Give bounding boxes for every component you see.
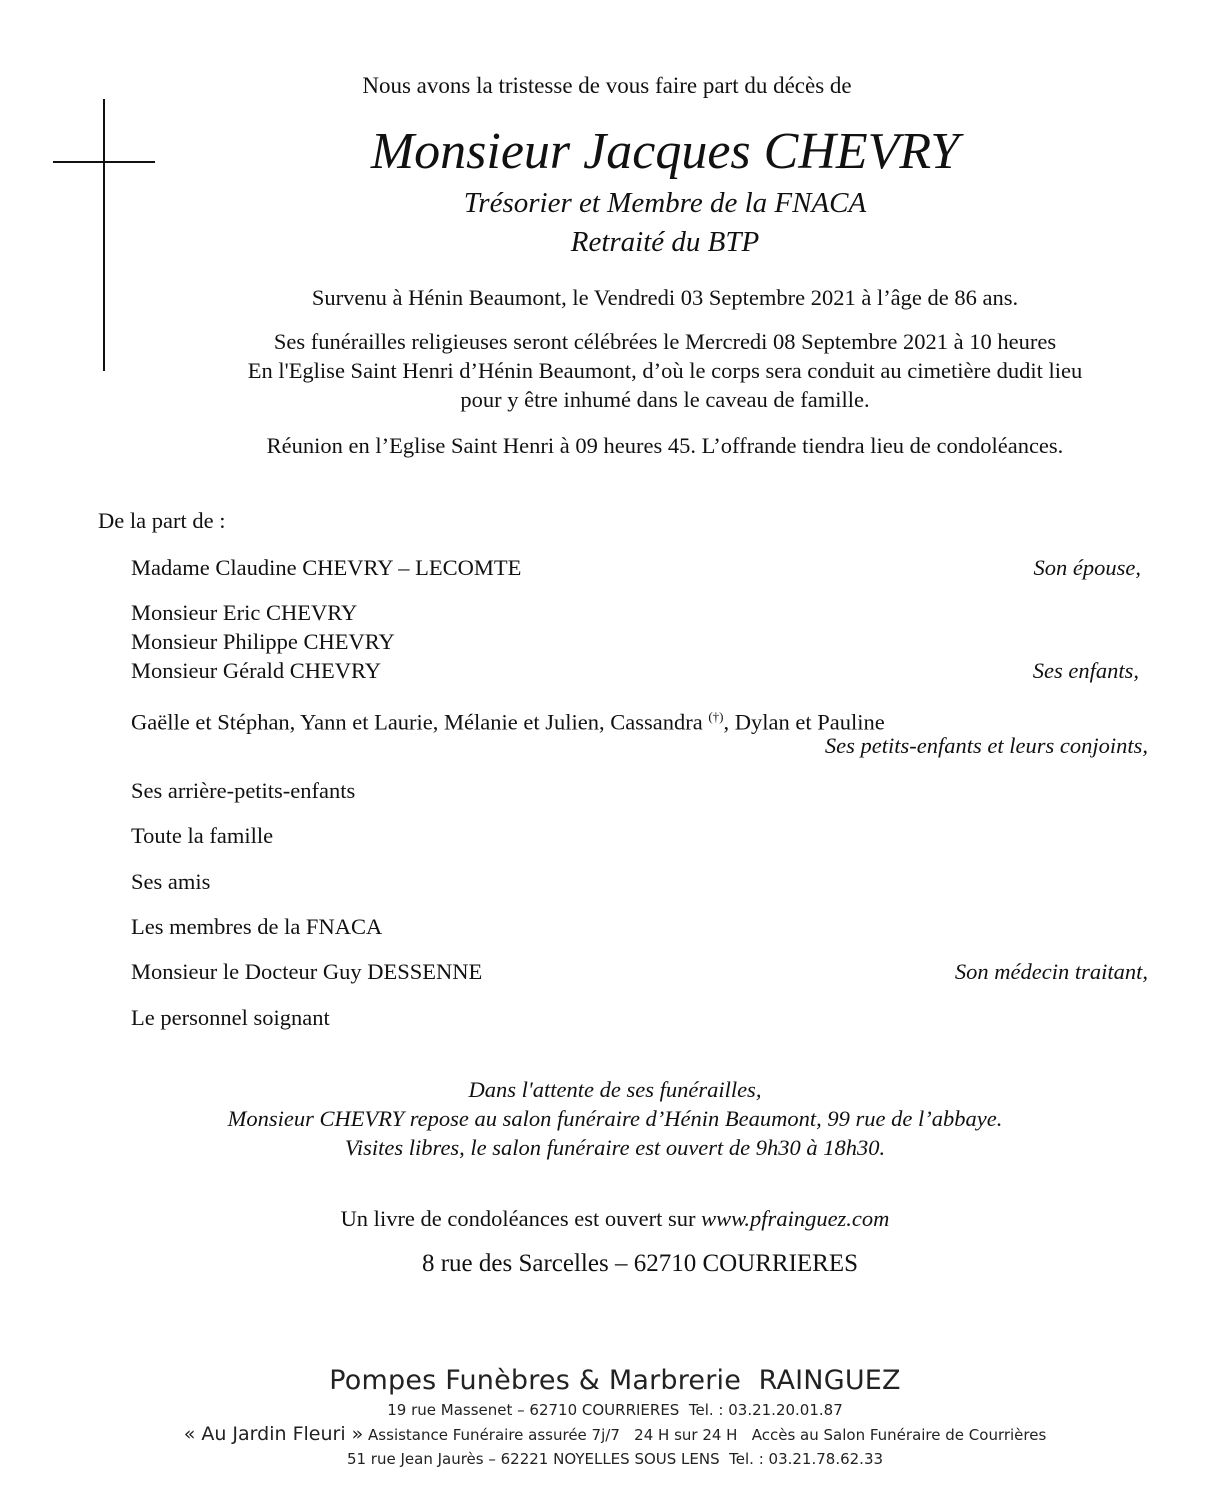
family-medecin-relation: Son médecin traitant, xyxy=(954,959,1148,984)
footer-company-name: Pompes Funèbres & Marbrerie RAINGUEZ xyxy=(329,1365,901,1396)
visit-line-2: Monsieur CHEVRY repose au salon funéraire d’Hénin Beaumont, 99 rue de l’abbaye. xyxy=(227,1106,1003,1131)
family-enfants-relation: Ses enfants, xyxy=(1032,658,1139,683)
petits-enfants-names-end: , Dylan et Pauline xyxy=(723,709,885,735)
family-petits-enfants-relation: Ses petits-enfants et leurs conjoints, xyxy=(824,733,1148,758)
funeral-line-3: pour y être inhumé dans le caveau de famille. xyxy=(460,387,870,412)
family-petits-enfants xyxy=(131,702,885,737)
reunion-text: Réunion en l’Eglise Saint Henri à 09 heures 45. L’offrande tiendra lieu de condoléances. xyxy=(266,433,1064,458)
deceased-role-1: Trésorier et Membre de la FNACA xyxy=(463,187,867,219)
petits-enfants-names: Gaëlle et Stéphan, Yann et Laurie, Mélanie et Julien, Cassandra xyxy=(131,709,703,735)
family-toute: Toute la famille xyxy=(131,823,274,848)
visit-line-1: Dans l'attente de ses funérailles, xyxy=(468,1077,762,1102)
family-epouse-relation: Son épouse, xyxy=(1033,555,1141,580)
family-medecin-name: Monsieur le Docteur Guy DESSENNE xyxy=(131,959,483,984)
funeral-line-2: En l'Eglise Saint Henri d’Hénin Beaumont, d’où le corps sera conduit au cimetière dudit lieu xyxy=(247,358,1083,383)
intro-text: Nous avons la tristesse de vous faire part du décès de xyxy=(362,73,852,98)
enfant-name: Monsieur Eric CHEVRY xyxy=(131,600,358,625)
family-soignant: Le personnel soignant xyxy=(131,1005,330,1030)
family-epouse-name: Madame Claudine CHEVRY – LECOMTE xyxy=(131,555,522,580)
enfant-name: Monsieur Gérald CHEVRY xyxy=(131,658,381,683)
footer-address-2: 51 rue Jean Jaurès – 62221 NOYELLES SOUS LENS Tel. : 03.21.78.62.33 xyxy=(346,1450,884,1468)
footer-services-text: Assistance Funéraire assurée 7j/7 24 H sur 24 H Accès au Salon Funéraire de Courrières xyxy=(363,1426,1047,1444)
family-amis: Ses amis xyxy=(131,869,211,894)
family-enfants xyxy=(131,598,395,685)
footer-jardin-fleuri: « Au Jardin Fleuri » xyxy=(183,1423,364,1445)
deceased-name: Monsieur Jacques CHEVRY xyxy=(370,123,960,180)
funeral-details xyxy=(90,327,1214,414)
funeral-line-1: Ses funérailles religieuses seront célébrées le Mercredi 08 Septembre 2021 à 10 heures xyxy=(273,329,1057,354)
enfant-name: Monsieur Philippe CHEVRY xyxy=(131,629,395,654)
from-label: De la part de : xyxy=(98,508,226,533)
death-notice: Survenu à Hénin Beaumont, le Vendredi 03 Septembre 2021 à l’âge de 86 ans. xyxy=(311,285,1019,310)
visit-line-3: Visites libres, le salon funéraire est ouvert de 9h30 à 18h30. xyxy=(344,1135,886,1160)
address: 8 rue des Sarcelles – 62710 COURRIERES xyxy=(421,1250,859,1277)
family-arriere: Ses arrière-petits-enfants xyxy=(131,778,356,803)
visit-info xyxy=(90,1075,1140,1162)
condolence-text: Un livre de condoléances est ouvert sur xyxy=(340,1206,702,1231)
footer-services xyxy=(0,1423,1214,1445)
website-link[interactable]: www.pfrainguez.com xyxy=(701,1206,890,1231)
footer-address-1: 19 rue Massenet – 62710 COURRIERES Tel. : 03.21.20.01.87 xyxy=(387,1401,843,1419)
deceased-role-2: Retraité du BTP xyxy=(570,226,760,258)
family-fnaca: Les membres de la FNACA xyxy=(131,914,383,939)
condolence-book xyxy=(90,1206,1140,1232)
deceased-mark: (†) xyxy=(708,709,724,724)
